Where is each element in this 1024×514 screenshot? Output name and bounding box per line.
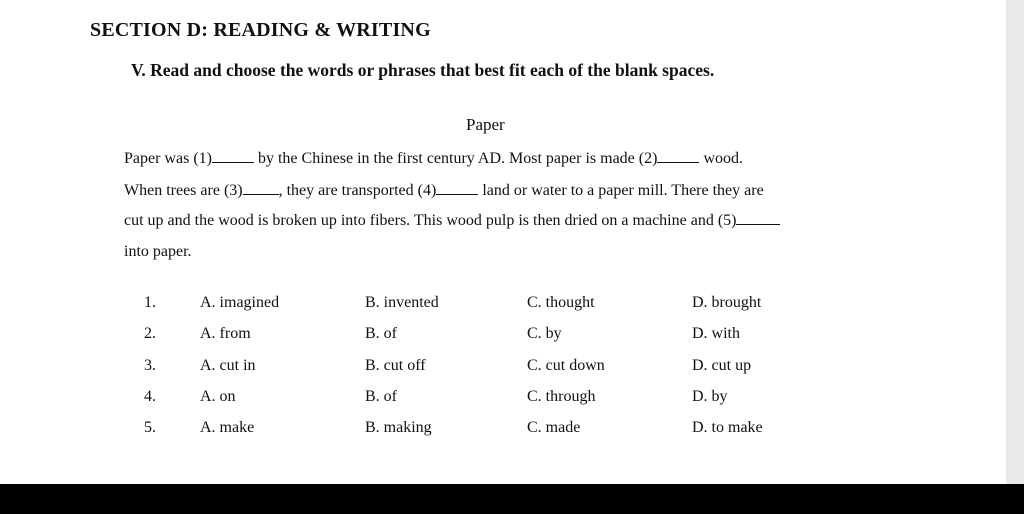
passage-text: by the Chinese in the first century AD. Most paper is made (2): [253, 150, 658, 167]
question-number: 5.: [144, 419, 156, 436]
blank-3: [243, 181, 279, 195]
option-d: D. brought: [692, 294, 762, 311]
option-d: D. by: [692, 388, 728, 405]
section-title: SECTION D: READING & WRITING: [90, 19, 431, 41]
blank-1: [212, 149, 254, 163]
option-b: B. making: [365, 419, 432, 436]
instruction-text: V. Read and choose the words or phrases that best fit each of the blank spaces.: [131, 60, 715, 80]
question-number: 1.: [144, 294, 156, 311]
passage-title: Paper: [466, 115, 505, 134]
passage-text: into paper.: [124, 243, 192, 260]
blank-2: [657, 149, 699, 163]
option-c: C. by: [527, 325, 562, 342]
option-a: A. cut in: [200, 357, 256, 374]
blank-4: [436, 181, 478, 195]
passage-text: wood.: [699, 150, 743, 167]
option-a: A. imagined: [200, 294, 280, 311]
bottom-black-bar: [0, 484, 1024, 514]
question-row: [0, 419, 1006, 441]
passage-text: cut up and the wood is broken up into fibers. This wood pulp is then dried on a machine and (5): [124, 212, 737, 229]
option-b: B. cut off: [365, 357, 426, 374]
option-d: D. to make: [692, 419, 763, 436]
question-row: [0, 388, 1006, 410]
option-a: A. make: [200, 419, 255, 436]
passage-text: When trees are (3): [124, 182, 243, 199]
passage-line-4: [124, 243, 192, 261]
passage-text: , they are transported (4): [278, 182, 437, 199]
option-d: D. with: [692, 325, 740, 342]
option-c: C. through: [527, 388, 596, 405]
blank-5: [736, 211, 780, 225]
question-row: [0, 357, 1006, 379]
passage-text: Paper was (1): [124, 150, 212, 167]
option-a: A. on: [200, 388, 236, 405]
option-a: A. from: [200, 325, 251, 342]
option-b: B. of: [365, 325, 397, 342]
option-b: B. of: [365, 388, 397, 405]
option-d: D. cut up: [692, 357, 752, 374]
passage-line-2: [124, 181, 764, 200]
option-b: B. invented: [365, 294, 439, 311]
option-c: C. cut down: [527, 357, 605, 374]
question-row: [0, 294, 1006, 316]
option-c: C. thought: [527, 294, 595, 311]
option-c: C. made: [527, 419, 581, 436]
passage-line-3: [124, 211, 780, 230]
question-number: 4.: [144, 388, 156, 405]
passage-line-1: [124, 149, 743, 168]
question-number: 2.: [144, 325, 156, 342]
question-number: 3.: [144, 357, 156, 374]
question-row: [0, 325, 1006, 347]
passage-text: land or water to a paper mill. There they are: [478, 182, 764, 199]
right-margin-bar: [1006, 0, 1024, 484]
